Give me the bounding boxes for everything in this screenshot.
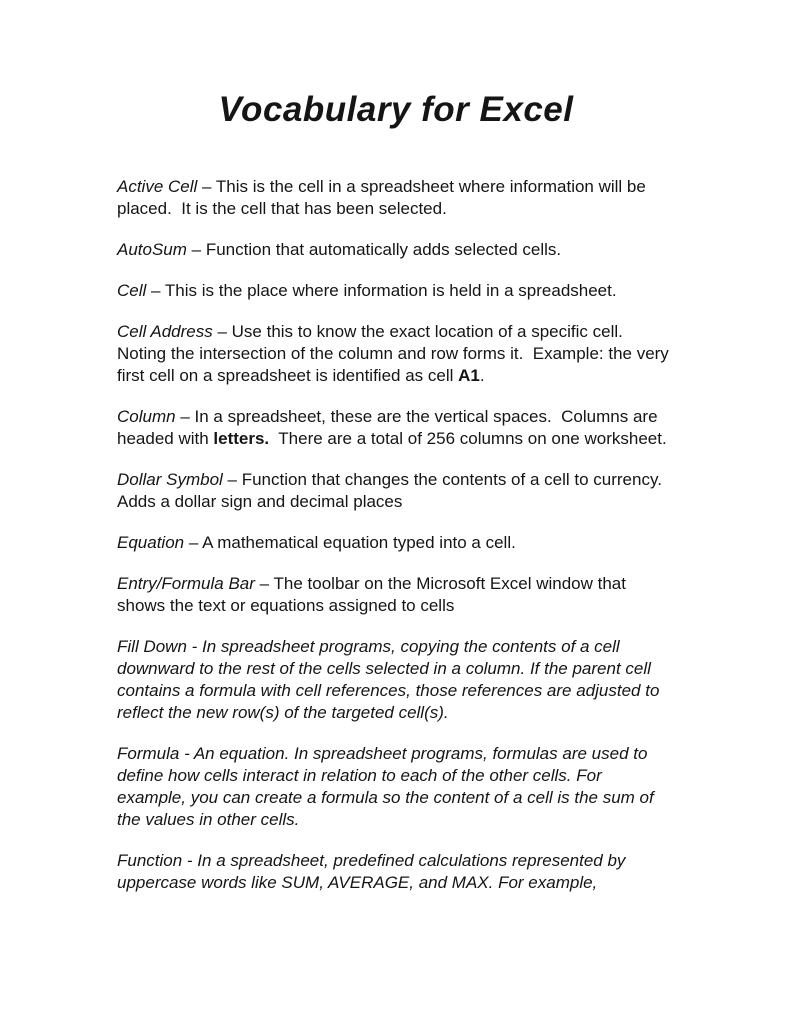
definition-paragraph — [117, 636, 675, 724]
definition-text: – A mathematical equation typed into a cell. — [184, 533, 516, 552]
definition-text: Formula - An equation. In spreadsheet programs, formulas are used to define how cells interact in relation to each of the other cells. For example, you can create a formula so the content of a cell is the sum of the values in other cells. — [117, 744, 659, 829]
definition-text: . — [479, 366, 485, 385]
term-text: Active Cell — [117, 177, 198, 196]
definition-paragraph — [117, 469, 675, 513]
term-text: Entry/Formula Bar — [117, 574, 255, 593]
definition-text: – This is the cell in a spreadsheet where information will be placed. It is the cell that has been selected. — [117, 177, 651, 218]
definition-paragraph — [117, 743, 675, 831]
definition-paragraph — [117, 176, 675, 220]
definition-text: There are a total of 256 columns on one worksheet. — [269, 429, 667, 448]
term-text: Cell — [117, 281, 147, 300]
term-text: AutoSum — [117, 240, 187, 259]
definition-text: – Use this to know the exact location of a specific cell. Noting the intersection of the column and row forms it. Example: the very first cell on a spreadsheet is identified as cell — [117, 322, 674, 385]
term-text: Column — [117, 407, 176, 426]
definition-text: – Function that changes the contents of a cell to currency. Adds a dollar sign and decimal places — [117, 470, 671, 511]
definition-paragraph — [117, 239, 675, 261]
definition-text: letters. — [213, 429, 270, 448]
definition-paragraph — [117, 280, 675, 302]
document-body — [117, 176, 675, 894]
term-text: Dollar Symbol — [117, 470, 223, 489]
definition-text: Function - In a spreadsheet, predefined calculations represented by uppercase words like SUM, AVERAGE, and MAX. For example, — [117, 851, 631, 892]
definition-paragraph — [117, 406, 675, 450]
definition-text: Fill Down - In spreadsheet programs, copying the contents of a cell downward to the rest of the cells selected in a column. If the parent cell contains a formula with cell references, those references are adjusted to reflect the new row(s) of the targeted cell(s). — [117, 637, 665, 722]
definition-paragraph — [117, 321, 675, 387]
definition-text: – The toolbar on the Microsoft Excel window that shows the text or equations assigned to cells — [117, 574, 631, 615]
definition-text: – In a spreadsheet, these are the vertical spaces. Columns are headed with — [117, 407, 663, 448]
definition-paragraph — [117, 573, 675, 617]
definition-paragraph — [117, 850, 675, 894]
definition-paragraph — [117, 532, 675, 554]
term-text: Cell Address — [117, 322, 213, 341]
definition-text: – This is the place where information is held in a spreadsheet. — [146, 281, 617, 300]
definition-text: – Function that automatically adds selected cells. — [186, 240, 562, 259]
document-title: Vocabulary for Excel — [218, 90, 574, 129]
definition-text: A1 — [458, 366, 480, 385]
term-text: Equation — [117, 533, 185, 552]
